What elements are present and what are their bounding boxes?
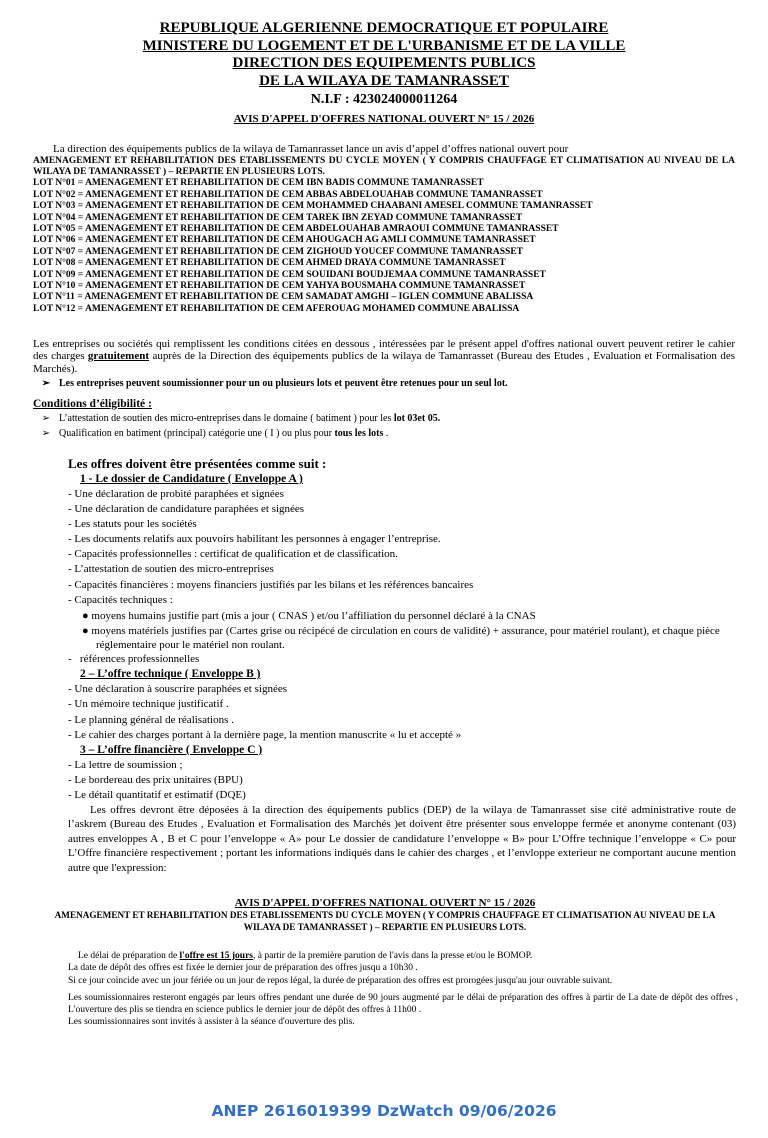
condition-text xyxy=(59,428,388,441)
anep-reference: ANEP 2616019399 DzWatch 09/06/2026 xyxy=(211,1102,557,1120)
item-c3: Le détail quantitatif et estimatif (DQE) xyxy=(74,788,246,801)
lots-list xyxy=(33,178,735,315)
arrow-icon: ➢ xyxy=(41,378,51,390)
item-a8: Capacités techniques : xyxy=(74,593,173,606)
item-a6: L’attestation de soutien des micro-entreprises xyxy=(74,563,274,576)
list-item: - Une déclaration à souscrire paraphées et signées xyxy=(68,683,287,696)
list-item: - Le bordereau des prix unitaires (BPU) xyxy=(68,773,243,786)
list-item: - Les documents relatifs aux pouvoirs habilitant les personnes à engager l’entreprise. xyxy=(68,533,441,546)
lot-item: LOT N°10 = AMENAGEMENT ET REHABILITATION DE CEM YAHYA BOUSMAHA COMMUNE TAMANRASSET xyxy=(33,280,526,291)
item-c2: Le bordereau des prix unitaires (BPU) xyxy=(74,773,243,786)
retrait-text xyxy=(33,338,735,375)
lot-item: LOT N°12 = AMENAGEMENT ET REHABILITATION DE CEM AFEROUAG MOHAMED COMMUNE ABALISSA xyxy=(33,303,520,314)
item-a7: Capacités financières : moyens financiers justifiés par les bilans et les références bancaires xyxy=(74,578,474,591)
retrait-part1: Les entreprises ou sociétés qui remplissent les conditions citées en dessous , intéressées par le présent appel d'offres national ouvert peuvent retirer le cahier des charges xyxy=(33,338,735,363)
list-item: - Une déclaration de probité paraphées et signées xyxy=(68,488,284,500)
list-item: - Les statuts pour les sociétés xyxy=(68,518,197,531)
retrait-block xyxy=(33,338,735,391)
list-item: - Un mémoire technique justificatif . xyxy=(68,698,229,711)
header-ministry: MINISTERE DU LOGEMENT ET DE L'URBANISME ET DE LA VILLE xyxy=(142,37,626,54)
lot-item: LOT N°02 = AMENAGEMENT ET REHABILITATION DE CEM ABBAS ABDELOUAHAB COMMUNE TAMANRASSET xyxy=(33,189,543,200)
item-a2: Une déclaration de candidature paraphées et signées xyxy=(74,503,305,516)
condition-2-end: . xyxy=(383,428,389,439)
conditions-block xyxy=(33,398,735,441)
list-item: - L’attestation de soutien des micro-entreprises xyxy=(68,563,274,576)
condition-2-bold: tous les lots xyxy=(334,428,384,439)
list-item: - Le planning général de réalisations . xyxy=(68,713,234,726)
delai-line-2: La date de dépôt des offres est fixée le dernier jour de préparation des offres jusqu a 10h30 . xyxy=(68,963,418,974)
list-item: - Une déclaration de candidature paraphées et signées xyxy=(68,503,305,516)
condition-1-text: L’attestation de soutien des micro-entreprises dans le domaine ( batiment ) pour les xyxy=(59,412,394,424)
lot-item: LOT N°05 = AMENAGEMENT ET REHABILITATION DE CEM ABDELOUAHAB AMRAOUI COMMUNE TAMANRASSET xyxy=(33,223,559,234)
delai-l1a: Le délai de préparation de xyxy=(78,951,180,961)
header-direction: DIRECTION DES EQUIPEMENTS PUBLICS xyxy=(232,55,536,71)
depot-paragraph: Les offres devront être déposées à la direction des équipements publics (DEP) de la wilaya de Tamanrasset sise cité administrative route de l’askrem (Bureau des Etudes , Evaluation et Formalisation des Marchés )et doivent être présenter sous enveloppe fermée et anonyme contenant (03) autres enveloppes A , B et C pour l’enveloppe « A» pour Le dossier de candidature l’enveloppe « B» pour L’Offre technique l’enveloppe « C» pour L’Offre financière respectivement ; portant les informations indiqués dans le cahier des charges , et l’envloppe exterieur ne comportant aucune mention autre que l'expression: xyxy=(68,804,736,874)
item-a3: Les statuts pour les sociétés xyxy=(74,518,197,531)
offres-title: Les offres doivent être présentées comme suit : xyxy=(68,456,327,471)
condition-text xyxy=(59,413,440,426)
header-block xyxy=(0,20,768,126)
header-wilaya: DE LA WILAYA DE TAMANRASSET xyxy=(259,72,509,89)
item-c1: La lettre de soumission ; xyxy=(74,758,183,771)
lot-item: LOT N°01 = AMENAGEMENT ET REHABILITATION DE CEM IBN BADIS COMMUNE TAMANRASSET xyxy=(33,178,484,189)
lots-note-text: Les entreprises peuvent soumissionner pour un ou plusieurs lots et peuvent être retenues pour un seul lot. xyxy=(59,378,508,390)
lot-item: LOT N°09 = AMENAGEMENT ET REHABILITATION DE CEM SOUIDANI BOUDJEMAA COMMUNE TAMANRASSET xyxy=(33,269,546,280)
delai-line-5: Les soumissionnaires sont invités à assister à la séance d'ouverture des plis. xyxy=(68,1017,355,1028)
header-republic: REPUBLIQUE ALGERIENNE DEMOCRATIQUE ET POPULAIRE xyxy=(159,20,609,36)
item-a5: Capacités professionnelles : certificat de qualification et de classification. xyxy=(74,548,398,561)
item-b4: Le cahier des charges portant à la dernière page, la mention manuscrite « lu et accepté » xyxy=(74,728,462,741)
condition-item xyxy=(33,413,735,426)
retrait-gratuit: gratuitement xyxy=(87,350,150,363)
intro-text: La direction des équipements publics de la wilaya de Tamanrasset lance un avis d’appel d’offres national ouvert pour xyxy=(53,143,569,155)
lot-item: LOT N°08 = AMENAGEMENT ET REHABILITATION DE CEM AHMED DRAYA COMMUNE TAMANRASSET xyxy=(33,258,506,269)
delai-l1b: l'offre est 15 jours xyxy=(179,951,253,961)
item-b3: Le planning général de réalisations . xyxy=(74,713,234,726)
delai-line-1 xyxy=(68,950,738,962)
lot-item: LOT N°07 = AMENAGEMENT ET REHABILITATION DE CEM ZIGHOUD YOUCEF COMMUNE TAMANRASSET xyxy=(33,246,523,257)
retrait-part2: auprès de la Direction des équipements publics de la wilaya de Tamanrasset (Bureau des Etudes , Evaluation et Formalisation des Marchés). xyxy=(33,350,735,375)
condition-2-text: Qualification en batiment (principal) catégorie une ( I ) ou plus pour xyxy=(59,428,335,439)
list-item: - La lettre de soumission ; xyxy=(68,758,183,771)
intro-object: AMENAGEMENT ET REHABILITATION DES ETABLISSEMENTS DU CYCLE MOYEN ( Y COMPRIS CHAUFFAGE ET CLIMATISATION AU NIVEAU DE LA WILAYA DE TAMANRASSET ) – REPARTIE EN PLUSIEURS LOTS. xyxy=(33,155,735,177)
item-a1: Une déclaration de probité paraphées et signées xyxy=(74,488,284,500)
expression-object: AMENAGEMENT ET REHABILITATION DES ETABLISSEMENTS DU CYCLE MOYEN ( Y COMPRIS CHAUFFAGE ET CLIMATISATION AU NIVEAU DE LA WILAYA DE TAMANRASSET ) – REPARTIE EN PLUSIEURS LOTS. xyxy=(54,910,716,932)
bullet-item: ● moyens humains justifie part (mis a jour ( CNAS ) et/ou l’affiliation du personnel déclaré à la CNAS xyxy=(82,609,536,622)
arrow-icon: ➢ xyxy=(41,428,51,439)
item-b1: Une déclaration à souscrire paraphées et signées xyxy=(74,683,287,696)
lot-item: LOT N°03 = AMENAGEMENT ET REHABILITATION DE CEM MOHAMMED CHAABANI AMESEL COMMUNE TAMANRASSET xyxy=(33,201,593,212)
offres-block xyxy=(68,456,736,875)
item-b2: Un mémoire technique justificatif . xyxy=(74,698,229,711)
list-item: - Le détail quantitatif et estimatif (DQE) xyxy=(68,788,246,801)
lot-item: LOT N°06 = AMENAGEMENT ET REHABILITATION DE CEM AHOUGACH AG AMLI COMMUNE TAMANRASSET xyxy=(33,235,536,246)
delai-line-3: Si ce jour coïncide avec un jour fériée ou un jour de repos légal, la durée de préparation des offres est prorogées jusqu'au jour ouvrable suivant. xyxy=(68,975,613,986)
item-a4: Les documents relatifs aux pouvoirs habilitant les personnes à engager l’entreprise. xyxy=(74,533,441,546)
list-item: - Capacités professionnelles : certificat de qualification et de classification. xyxy=(68,548,398,561)
lots-note xyxy=(33,378,735,391)
header-nif: N.I.F : 423024000011264 xyxy=(310,92,458,107)
expression-block xyxy=(40,897,730,933)
list-item: - références professionnelles xyxy=(68,653,200,666)
list-item: - Le cahier des charges portant à la dernière page, la mention manuscrite « lu et accepté » xyxy=(68,728,462,741)
conditions-title: Conditions d’éligibilité : xyxy=(33,398,152,410)
envelope-b-title: 2 – L’offre technique ( Enveloppe B ) xyxy=(80,668,261,681)
item-refs: références professionnelles xyxy=(79,653,200,666)
list-item: - Capacités financières : moyens financiers justifiés par les bilans et les références bancaires xyxy=(68,578,474,591)
expression-avis-title: AVIS D'APPEL D'OFFRES NATIONAL OUVERT N° 15 / 2026 xyxy=(234,897,536,909)
delai-l1c: , à partir de la première parution de l'avis dans la presse et/ou le BOMOP. xyxy=(252,951,533,961)
delai-line-4: Les soumissionnaires resteront engagés par leurs offres pendant une durée de 90 jours augmenté par le délai de préparation des offres à partir de La date de dépôt des offres , L'ouverture des plis se tiendra en science publics le dernier jour de dépôt des offres à 11h00 . xyxy=(68,992,738,1016)
lot-item: LOT N°11 = AMENAGEMENT ET REHABILITATION DE CEM SAMADAT AMGHI – IGLEN COMMUNE ABALISSA xyxy=(33,292,534,303)
condition-item xyxy=(33,428,735,441)
list-item: - Capacités techniques : xyxy=(68,593,173,606)
condition-1-bold: lot 03et 05. xyxy=(393,412,441,424)
header-avis-title: AVIS D'APPEL D'OFFRES NATIONAL OUVERT N° 15 / 2026 xyxy=(233,113,535,125)
envelope-a-title: 1 - Le dossier de Candidature ( Enveloppe A ) xyxy=(80,473,303,485)
envelope-c-title: 3 – L’offre financière ( Enveloppe C ) xyxy=(80,743,263,756)
tech-humans: moyens humains justifie part (mis a jour ( CNAS ) et/ou l’affiliation du personnel déclaré à la CNAS xyxy=(91,609,536,622)
arrow-icon: ➢ xyxy=(41,412,51,424)
bullet-item: ● moyens matériels justifies par (Cartes grise ou récipécé de circulation en cours de validité) + assurance, pour matériel roulant), et chaque pièce réglementaire pour le matériel non roulant. xyxy=(82,625,720,651)
tech-materials: moyens matériels justifies par (Cartes grise ou récipécé de circulation en cours de validité) + assurance, pour matériel roulant), et chaque pièce réglementaire pour le matériel non roulant. xyxy=(91,625,720,651)
delai-block xyxy=(68,950,738,1029)
lot-item: LOT N°04 = AMENAGEMENT ET REHABILITATION DE CEM TAREK IBN ZEYAD COMMUNE TAMANRASSET xyxy=(33,212,523,223)
intro-block xyxy=(33,143,735,315)
